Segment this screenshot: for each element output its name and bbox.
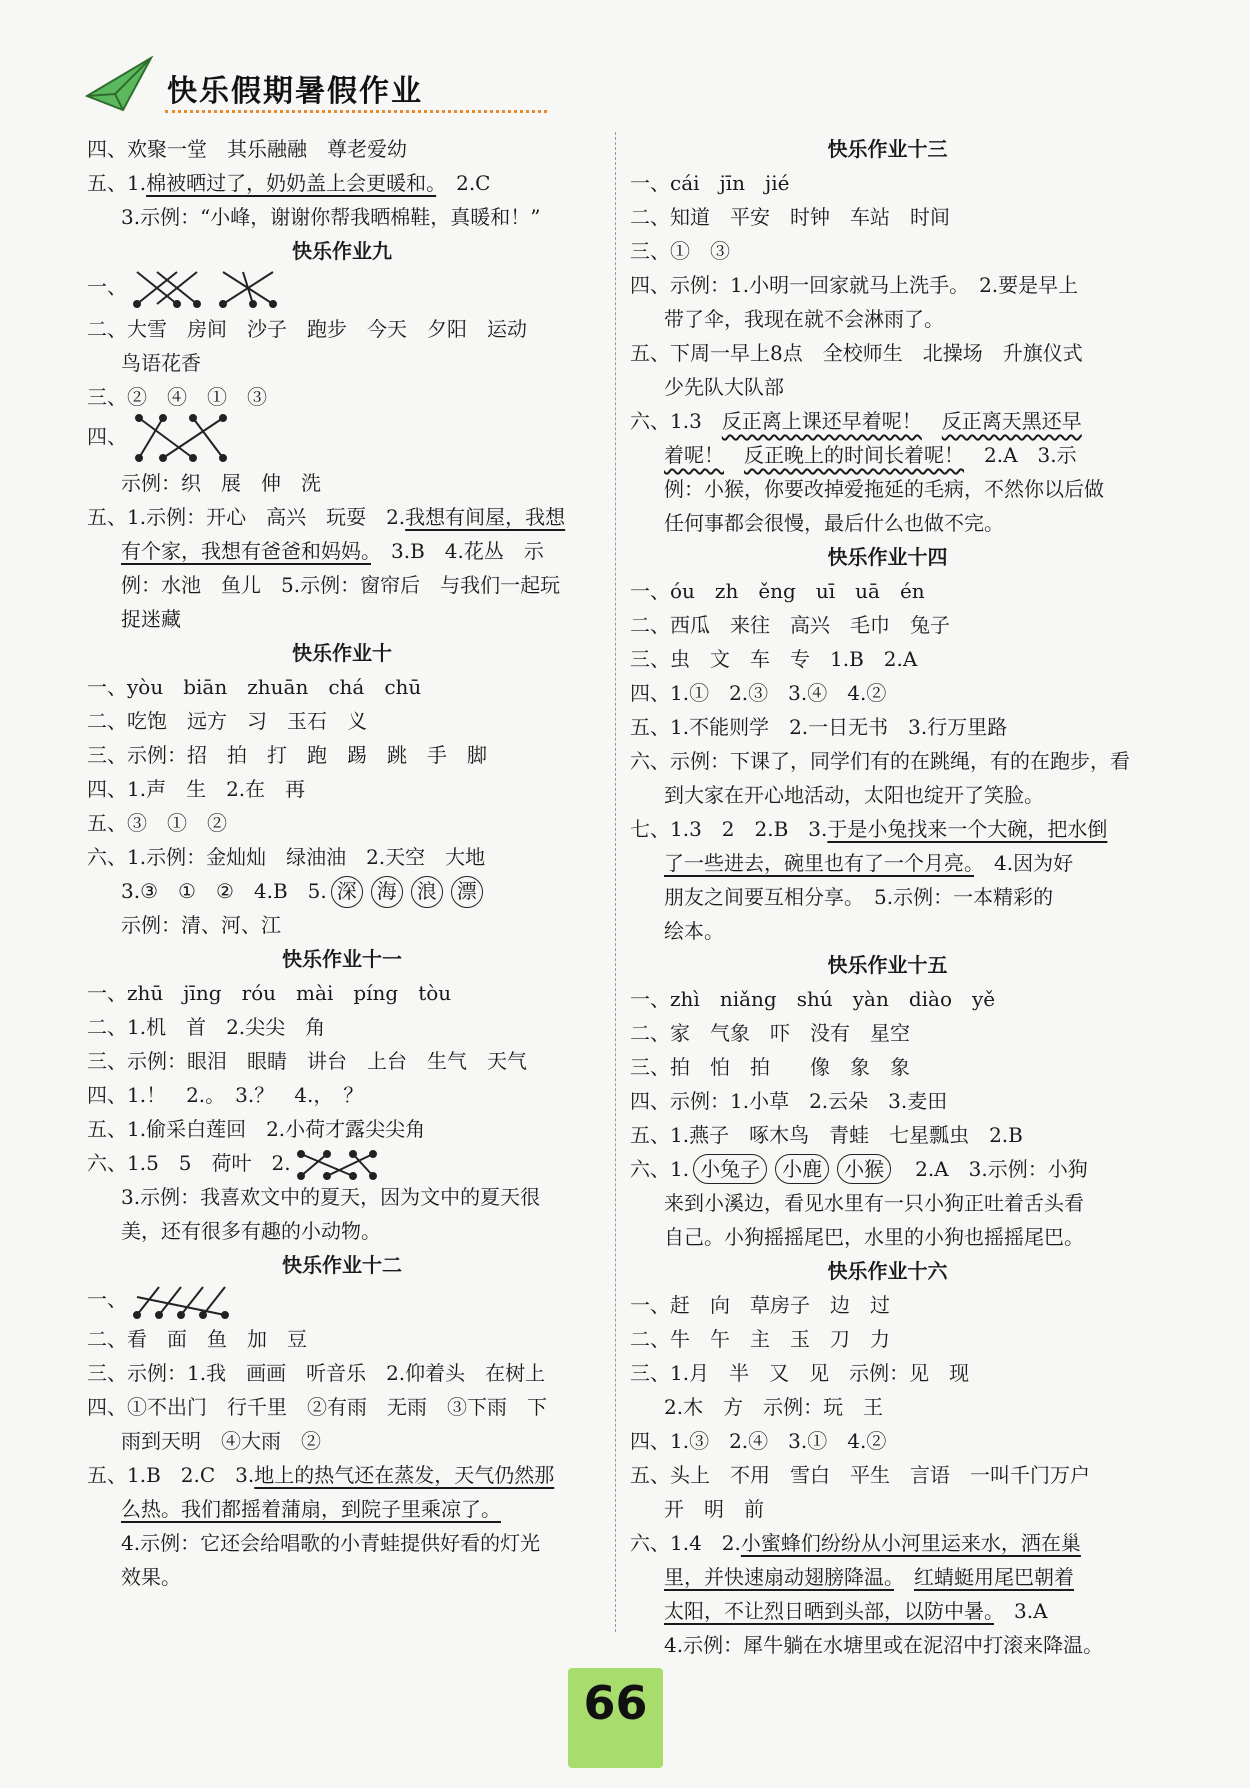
matching-lines-diagram	[133, 414, 233, 462]
answer-line: 3.示例：“小峰，谢谢你帮我晒棉鞋，真暖和！”	[121, 205, 541, 229]
section-title: 快乐作业十六	[827, 1259, 948, 1283]
answer-line: 一、zhū jīng róu mài píng tòu	[87, 981, 452, 1005]
answer-line: 六、1.4 2.小蜜蜂们纷纷从小河里运来水，洒在巢	[630, 1531, 1081, 1555]
answer-line: 四、1.① 2.③ 3.④ 4.②	[630, 681, 887, 705]
section-title: 快乐作业十二	[282, 1253, 402, 1277]
answer-line: 四、示例：1.小明一回家就马上洗手。 2.要是早上	[630, 273, 1079, 297]
answer-line: 三、示例：招 拍 打 跑 踢 跳 手 脚	[87, 743, 487, 767]
circled-word: 小鹿	[775, 1154, 829, 1184]
answer-line: 着呢！ 反正晚上的时间长着呢！ 2.A 3.示	[664, 443, 1077, 467]
answer-line: 三、② ④ ① ③	[87, 385, 267, 409]
answer-line: 开 明 前	[664, 1497, 764, 1521]
answer-line: 四、1.③ 2.④ 3.① 4.②	[630, 1429, 887, 1453]
answer-line: 三、示例：1.我 画画 听音乐 2.仰着头 在树上	[87, 1361, 546, 1385]
section-title: 快乐作业十三	[827, 137, 948, 161]
answer-line: 4.示例：犀牛躺在水塘里或在泥沼中打滚来降温。	[664, 1633, 1104, 1657]
answer-line: 一、cái jīn jié	[630, 171, 790, 195]
answer-line: 五、1.燕子 啄木鸟 青蛙 七星瓢虫 2.B	[630, 1123, 1023, 1147]
answer-line: 一、	[87, 268, 597, 312]
answer-line: 一、óu zh ěng uī uā én	[630, 579, 925, 603]
page-header	[85, 52, 465, 120]
answer-line: 三、1.月 半 又 见 示例：见 现	[630, 1361, 970, 1385]
answer-line: 美，还有很多有趣的小动物。	[121, 1219, 381, 1243]
answer-line: 六、1. 小兔子 小鹿 小猴 2.A 3.示例：小狗	[630, 1152, 1145, 1186]
answer-line: 朋友之间要互相分享。 5.示例：一本精彩的	[664, 885, 1054, 909]
header-divider	[165, 110, 547, 113]
answer-line: 示例：清、河、江	[121, 913, 281, 937]
answer-line: 有个家，我想有爸爸和妈妈。 3.B 4.花丛 示	[121, 539, 544, 563]
answer-line: 4.示例：它还会给唱歌的小青蛙提供好看的灯光	[121, 1531, 541, 1555]
answer-line: 五、1.偷采白莲回 2.小荷才露尖尖角	[87, 1117, 426, 1141]
section-title: 快乐作业十	[292, 641, 392, 665]
answer-line: 鸟语花香	[121, 351, 201, 375]
answer-line: 六、1.示例：金灿灿 绿油油 2.天空 大地	[87, 845, 486, 869]
answer-line: 里，并快速扇动翅膀降温。 红蜻蜓用尾巴朝着	[664, 1565, 1074, 1589]
answer-line: 一、	[87, 1282, 597, 1322]
answer-line: 五、1.示例：开心 高兴 玩耍 2.我想有间屋，我想	[87, 505, 566, 529]
answer-line: 五、③ ① ②	[87, 811, 227, 835]
header-title: 快乐假期暑假作业	[167, 74, 423, 109]
right-column	[630, 132, 1145, 1662]
section-title: 快乐作业十五	[827, 953, 948, 977]
left-column	[87, 132, 597, 1594]
page-number: 66	[583, 1676, 648, 1730]
answer-line: 少先队大队部	[664, 375, 784, 399]
answer-line: 太阳，不让烈日晒到头部，以防中暑。 3.A	[664, 1599, 1048, 1623]
answer-line: 五、下周一早上8点 全校师生 北操场 升旗仪式	[630, 341, 1083, 365]
answer-line: 一、yòu biān zhuān chá chū	[87, 675, 422, 699]
answer-line: 二、吃饱 远方 习 玉石 义	[87, 709, 367, 733]
answer-line: 二、知道 平安 时钟 车站 时间	[630, 205, 950, 229]
circled-word: 小兔子	[693, 1154, 767, 1184]
answer-line: 四、①不出门 行千里 ②有雨 无雨 ③下雨 下	[87, 1395, 547, 1419]
answer-line: 到大家在开心地活动，太阳也绽开了笑脸。	[664, 783, 1044, 807]
section-title: 快乐作业十一	[282, 947, 402, 971]
answer-line: 2.木 方 示例：玩 王	[664, 1395, 884, 1419]
answer-line: 三、虫 文 车 专 1.B 2.A	[630, 647, 918, 671]
answer-line: 绘本。	[664, 919, 724, 943]
answer-line: 任何事都会很慢，最后什么也做不完。	[664, 511, 1004, 535]
answer-line: 六、示例：下课了，同学们有的在跳绳，有的在跑步，看	[630, 749, 1130, 773]
section-title: 快乐作业九	[292, 239, 392, 263]
answer-line: 五、1.不能则学 2.一日无书 3.行万里路	[630, 715, 1008, 739]
matching-lines-diagram	[133, 1283, 243, 1319]
column-divider	[615, 132, 616, 1632]
answer-line: 二、大雪 房间 沙子 跑步 今天 夕阳 运动	[87, 317, 527, 341]
answer-line: 一、zhì niǎng shú yàn diào yě	[630, 987, 996, 1011]
answer-line: 二、家 气象 吓 没有 星空	[630, 1021, 910, 1045]
answer-line: 3.示例：我喜欢文中的夏天，因为文中的夏天很	[121, 1185, 541, 1209]
answer-line: 四、欢聚一堂 其乐融融 尊老爱幼	[87, 137, 407, 161]
circled-char: 深	[331, 876, 363, 908]
answer-line: 五、1.B 2.C 3.地上的热气还在蒸发，天气仍然那	[87, 1463, 555, 1487]
answer-line: 七、1.3 2 2.B 3.于是小兔找来一个大碗，把水倒	[630, 817, 1108, 841]
answer-line: 三、① ③	[630, 239, 730, 263]
answer-line: 捉迷藏	[121, 607, 181, 631]
answer-line: 效果。	[121, 1565, 181, 1589]
answer-line: 雨到天明 ④大雨 ②	[121, 1429, 321, 1453]
answer-line: 二、1.机 首 2.尖尖 角	[87, 1015, 326, 1039]
answer-line: 四、1.！ 2.。 3.？ 4.， ？	[87, 1083, 364, 1107]
answer-line: 么热。我们都摇着蒲扇，到院子里乘凉了。	[121, 1497, 501, 1521]
matching-lines-diagram	[133, 268, 283, 308]
answer-line: 三、示例：眼泪 眼睛 讲台 上台 生气 天气	[87, 1049, 527, 1073]
answer-line: 二、西瓜 来往 高兴 毛巾 兔子	[630, 613, 950, 637]
answer-line: 四、示例：1.小草 2.云朵 3.麦田	[630, 1089, 948, 1113]
answer-line: 示例：织 展 伸 洗	[121, 471, 321, 495]
answer-line: 3.③ ① ② 4.B 5. 深 海 浪 漂	[87, 874, 597, 908]
answer-line: 五、头上 不用 雪白 平生 言语 一叫千门万户	[630, 1463, 1090, 1487]
answer-line: 六、1.5 5 荷叶 2.	[87, 1146, 597, 1180]
answer-line: 了一些进去，碗里也有了一个月亮。 4.因为好	[664, 851, 1074, 875]
answer-line: 例：小猴，你要改掉爱拖延的毛病，不然你以后做	[664, 477, 1104, 501]
answer-line: 四、	[87, 414, 597, 466]
answer-line: 来到小溪边，看见水里有一只小狗正吐着舌头看	[664, 1191, 1084, 1215]
answer-line: 一、赶 向 草房子 边 过	[630, 1293, 890, 1317]
answer-line: 六、1.3 反正离上课还早着呢！ 反正离天黑还早	[630, 409, 1082, 433]
answer-line: 带了伞，我现在就不会淋雨了。	[664, 307, 944, 331]
answer-line: 二、看 面 鱼 加 豆	[87, 1327, 307, 1351]
circled-char: 漂	[451, 876, 483, 908]
circled-char: 海	[371, 876, 403, 908]
answer-line: 五、1.棉被晒过了，奶奶盖上会更暖和。 2.C	[87, 171, 491, 195]
answer-line: 二、牛 午 主 玉 刀 力	[630, 1327, 890, 1351]
matching-lines-diagram	[297, 1150, 377, 1180]
paper-plane-icon	[85, 56, 155, 114]
circled-word: 小猴	[837, 1154, 891, 1184]
section-title: 快乐作业十四	[827, 545, 948, 569]
answer-line: 三、拍 怕 拍 像 象 象	[630, 1055, 910, 1079]
answer-line: 例：水池 鱼儿 5.示例：窗帘后 与我们一起玩	[121, 573, 561, 597]
answer-line: 四、1.声 生 2.在 再	[87, 777, 306, 801]
answer-line: 自己。小狗摇摇尾巴，水里的小狗也摇摇尾巴。	[664, 1225, 1084, 1249]
circled-char: 浪	[411, 876, 443, 908]
